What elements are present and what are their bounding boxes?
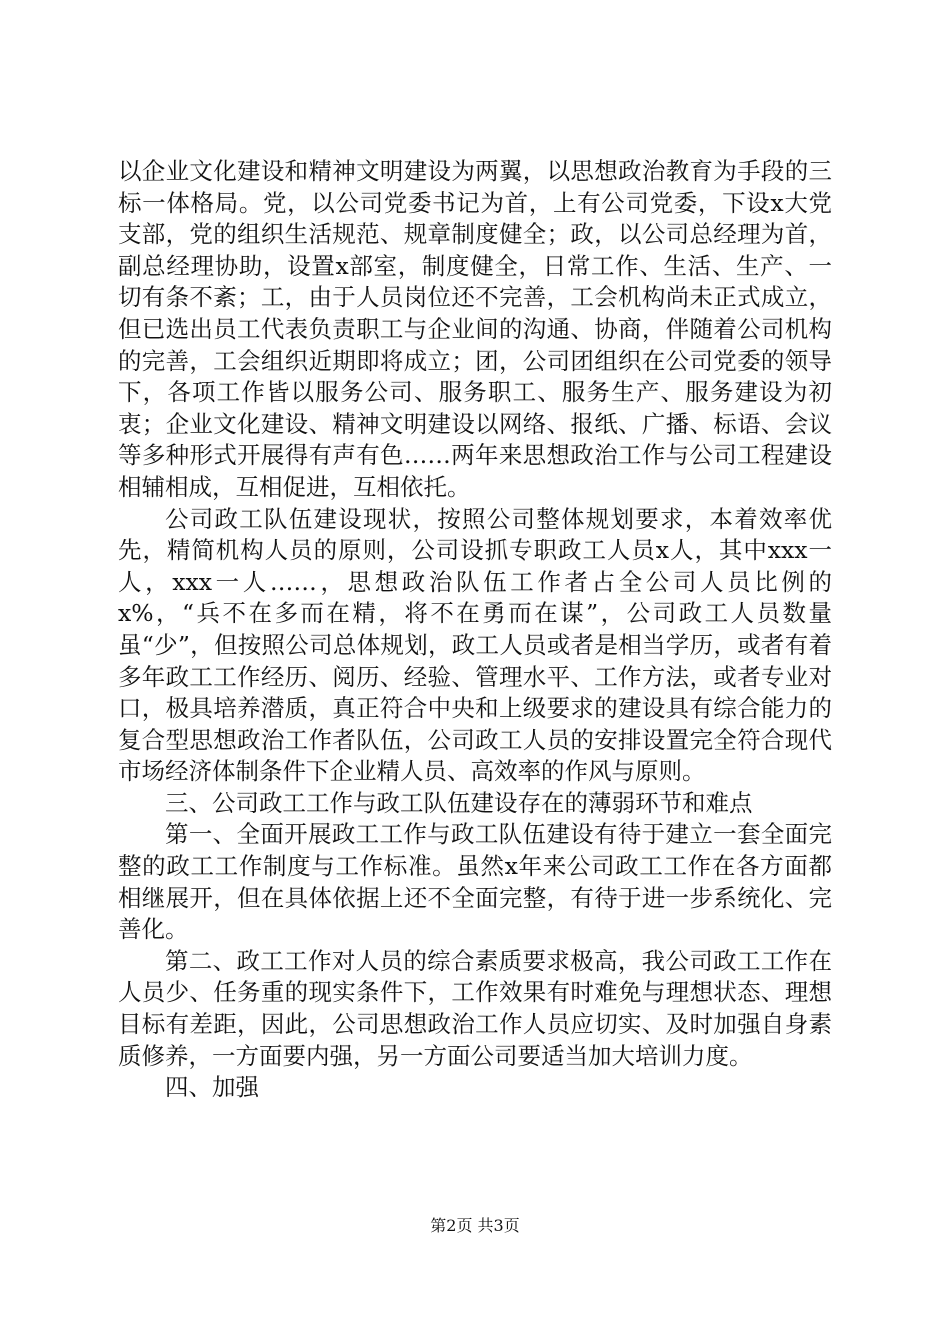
section-heading-strengthen: 四、加强 [165, 1073, 259, 1102]
page-footer: 第2页 共3页 [430, 1216, 520, 1235]
section-heading-weak-points: 三、公司政工工作与政工队伍建设存在的薄弱环节和难点 [165, 788, 753, 817]
paragraph-second-point: 第二、政工工作对人员的综合素质要求极高，我公司政工工作在人员少、任务重的现实条件下，工作效果有时难免与理想状态、理想目标有差距，因此，公司思想政治工作人员应切实、及时加强自身素质修养，一方面要内强，另一方面公司要适当加大培训力度。 [118, 946, 832, 1070]
paragraph-first-point: 第一、全面开展政工工作与政工队伍建设有待于建立一套全面完整的政工工作制度与工作标准。虽然x年来公司政工工作在各方面都相继展开，但在具体依据上还不全面完整，有待于进一步系统化、完善化。 [118, 820, 832, 944]
document-body [118, 156, 832, 1104]
paragraph-party-structure: 以企业文化建设和精神文明建设为两翼，以思想政治教育为手段的三标一体格局。党，以公司党委书记为首，上有公司党委，下设x大党支部，党的组织生活规范、规章制度健全；政，以公司总经理为首，副总经理协助，设置x部室，制度健全，日常工作、生活、生产、一切有条不紊；工，由于人员岗位还不完善，工会机构尚未正式成立，但已选出员工代表负责职工与企业间的沟通、协商，伴随着公司机构的完善，工会组织近期即将成立；团，公司团组织在公司党委的领导下，各项工作皆以服务公司、服务职工、服务生产、服务建设为初衷；企业文化建设、精神文明建设以网络、报纸、广播、标语、会议等多种形式开展得有声有色……两年来思想政治工作与公司工程建设相辅相成，互相促进，互相依托。 [118, 157, 832, 501]
paragraph-staff-status: 公司政工队伍建设现状，按照公司整体规划要求，本着效率优先，精简机构人员的原则，公司设抓专职政工人员x人，其中xxx一人，xxx一人……，思想政治队伍工作者占全公司人员比例的x%，“兵不在多而在精，将不在勇而在谋”，公司政工人员数量虽“少”，但按照公司总体规划，政工人员或者是相当学历，或者有着多年政工工作经历、阅历、经验、管理水平、工作方法，或者专业对口，极具培养潜质，真正符合中央和上级要求的建设具有综合能力的复合型思想政治工作者队伍，公司政工人员的安排设置完全符合现代市场经济体制条件下企业精人员、高效率的作风与原则。 [118, 504, 832, 786]
